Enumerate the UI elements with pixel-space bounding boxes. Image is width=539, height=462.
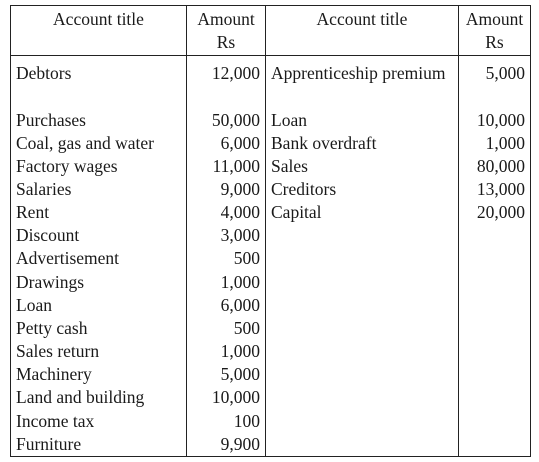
left-amount: 6,000: [187, 132, 266, 155]
right-amount: [459, 340, 531, 363]
right-account-title: [266, 410, 459, 433]
table-row: [11, 109, 531, 132]
right-account-title: [266, 433, 459, 457]
left-account-title-header: Account title: [11, 6, 187, 56]
left-amount: 50,000: [187, 109, 266, 132]
left-amount: 3,000: [187, 224, 266, 247]
table-row: [11, 247, 531, 270]
right-amount: [459, 386, 531, 409]
left-account-title: Factory wages: [11, 155, 187, 178]
left-amount: 11,000: [187, 155, 266, 178]
left-account-title: Petty cash: [11, 317, 187, 340]
right-currency-label: Rs: [485, 32, 504, 52]
left-account-title: Drawings: [11, 271, 187, 294]
left-account-title: Discount: [11, 224, 187, 247]
right-amount: [459, 224, 531, 247]
right-amount: [459, 294, 531, 317]
left-amount: 9,000: [187, 178, 266, 201]
left-currency-label: Rs: [216, 32, 236, 52]
right-account-title: Sales: [266, 155, 459, 178]
left-account-title: Land and building: [11, 386, 187, 409]
table-row: [11, 224, 531, 247]
right-account-title: Creditors: [266, 178, 459, 201]
left-amount: 12,000: [187, 56, 266, 109]
right-account-title: [266, 340, 459, 363]
left-amount: 100: [187, 410, 266, 433]
table-row: [11, 317, 531, 340]
right-account-title: [266, 224, 459, 247]
left-account-title: Loan: [11, 294, 187, 317]
table-row: [11, 294, 531, 317]
right-amount: 80,000: [459, 155, 531, 178]
table-row: [11, 410, 531, 433]
left-amount-header: Amount Rs: [187, 6, 266, 56]
table-row: [11, 155, 531, 178]
left-account-title: Salaries: [11, 178, 187, 201]
left-amount: 9,900: [187, 433, 266, 457]
table-row: [11, 340, 531, 363]
right-amount: [459, 410, 531, 433]
left-account-title: Sales return: [11, 340, 187, 363]
left-account-title: Coal, gas and water: [11, 132, 187, 155]
right-amount: 5,000: [459, 56, 531, 109]
right-account-title-header: Account title: [266, 6, 459, 56]
right-account-title: [266, 363, 459, 386]
left-amount: 500: [187, 317, 266, 340]
right-amount: 13,000: [459, 178, 531, 201]
trial-balance-table: [10, 5, 531, 457]
right-amount-header: Amount Rs: [459, 6, 531, 56]
right-amount: [459, 247, 531, 270]
right-account-title: [266, 317, 459, 340]
right-account-title: [266, 271, 459, 294]
header-row: [11, 6, 531, 56]
ledger-body: [11, 56, 531, 457]
left-account-title: Rent: [11, 201, 187, 224]
right-account-title: Capital: [266, 201, 459, 224]
table-row: [11, 271, 531, 294]
table-row: [11, 363, 531, 386]
left-account-title: Purchases: [11, 109, 187, 132]
table-row: [11, 56, 531, 109]
left-amount: 1,000: [187, 340, 266, 363]
right-account-title: Apprenticeship premium: [266, 56, 459, 109]
table-row: [11, 132, 531, 155]
left-amount: 1,000: [187, 271, 266, 294]
left-account-title: Debtors: [11, 56, 187, 109]
right-amount: [459, 433, 531, 457]
right-amount: [459, 317, 531, 340]
right-account-title: [266, 294, 459, 317]
right-amount: [459, 363, 531, 386]
table-row: [11, 201, 531, 224]
right-account-title: Bank overdraft: [266, 132, 459, 155]
right-account-title: [266, 247, 459, 270]
right-account-title: [266, 386, 459, 409]
left-account-title: Income tax: [11, 410, 187, 433]
left-amount: 4,000: [187, 201, 266, 224]
table-row: [11, 178, 531, 201]
right-account-title: Loan: [266, 109, 459, 132]
right-amount: 10,000: [459, 109, 531, 132]
left-amount: 500: [187, 247, 266, 270]
left-amount: 10,000: [187, 386, 266, 409]
table-row: [11, 433, 531, 457]
right-amount: 1,000: [459, 132, 531, 155]
left-amount: 6,000: [187, 294, 266, 317]
left-account-title: Advertisement: [11, 247, 187, 270]
left-account-title: Furniture: [11, 433, 187, 457]
left-amount: 5,000: [187, 363, 266, 386]
right-amount: 20,000: [459, 201, 531, 224]
right-amount: [459, 271, 531, 294]
table-row: [11, 386, 531, 409]
left-account-title: Machinery: [11, 363, 187, 386]
